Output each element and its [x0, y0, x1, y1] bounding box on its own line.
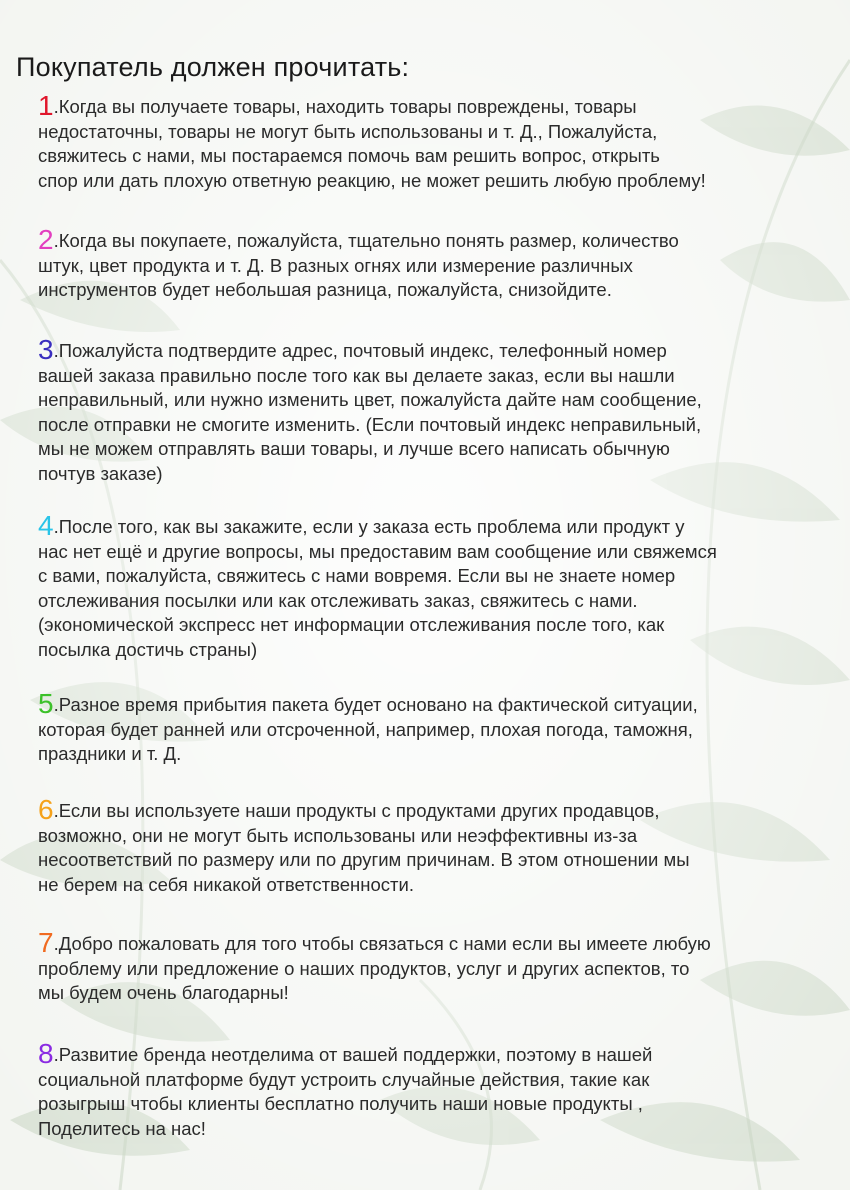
item-line: не берем на себя никакой ответственности. [38, 873, 414, 895]
item-line: посылка достичь страны) [38, 638, 258, 660]
item-number: 8 [38, 1038, 54, 1069]
item-line: после отправки не смогите изменить. (Если почтовый индекс неправильный, [38, 413, 702, 435]
item-number: 1 [38, 90, 54, 121]
item-number: 7 [38, 927, 54, 958]
item-line: спор или дать плохую ответную реакцию, не может решить любую проблему! [38, 169, 706, 191]
item-line: (экономической экспресс нет информации отслеживания после того, как [38, 614, 665, 635]
item-line: с вами, пожалуйста, свяжитесь с нами вовремя. Если вы не знаете номер [38, 565, 676, 586]
item-line: 3.Пожалуйста подтвердите адрес, почтовый индекс, телефонный номер [38, 334, 667, 365]
item-line: 8.Развитие бренда неотделима от вашей поддержки, поэтому в нашей [38, 1038, 653, 1069]
item-line: свяжитесь с нами, мы постараемся помочь вам решить вопрос, открыть [38, 145, 660, 166]
item-line: несоответствий по размеру или по другим причинам. В этом отношении мы [38, 849, 690, 870]
item-number: 5 [38, 688, 54, 719]
item-number: 2 [38, 224, 54, 255]
item-line: проблему или предложение о наших продуктов, услуг и других аспектов, то [38, 957, 690, 979]
item-line: 2.Когда вы покупаете, пожалуйста, тщательно понять размер, количество [38, 224, 679, 255]
item-line: Поделитесь на нас! [38, 1117, 206, 1139]
item-line: 7.Добро пожаловать для того чтобы связаться с нами если вы имеете любую [38, 927, 711, 958]
item-line: нас нет ещё и другие вопросы, мы предоставим вам сообщение или свяжемся [38, 540, 717, 562]
item-number: 4 [38, 510, 54, 541]
notice-item-3 [38, 334, 838, 486]
item-number: 3 [38, 334, 54, 365]
item-line: 6.Если вы используете наши продукты с продуктами других продавцов, [38, 794, 660, 825]
item-line: 4.После того, как вы закажите, если у заказа есть проблема или продукт у [38, 510, 685, 541]
item-line: которая будет ранней или отсроченной, например, плохая погода, таможня, [38, 718, 693, 740]
item-line: возможно, они не могут быть использованы или неэффективны из-за [38, 824, 638, 846]
item-line: вашей заказа правильно после того как вы делаете заказ, если вы нашли [38, 364, 675, 386]
item-line: штук, цвет продукта и т. Д. В разных огнях или измерение различных [38, 254, 633, 276]
item-line: мы не можем отправлять ваши товары, и лучше всего написать обычную [38, 438, 670, 459]
notice-item-4 [38, 510, 838, 662]
item-line: инструментов будет небольшая разница, пожалуйста, снизойдите. [38, 279, 612, 300]
page-title: Покупатель должен прочитать: [16, 52, 410, 82]
item-line: отслеживания посылки или как отслеживать заказ, свяжитесь с нами. [38, 589, 638, 611]
notice-item-1 [38, 90, 838, 193]
item-line: недостаточны, товары не могут быть использованы и т. Д., Пожалуйста, [38, 120, 658, 142]
notice-item-7 [38, 927, 838, 1006]
notice-item-2 [38, 224, 838, 303]
item-line: социальной платформе будут устроить случайные действия, такие как [38, 1068, 650, 1090]
item-line: мы будем очень благодарны! [38, 982, 289, 1003]
item-line: 1.Когда вы получаете товары, находить товары повреждены, товары [38, 90, 637, 121]
item-line: праздники и т. Д. [38, 743, 182, 764]
notice-item-8 [38, 1038, 838, 1141]
item-line: 5.Разное время прибытия пакета будет основано на фактической ситуации, [38, 688, 698, 719]
item-line: неправильный, или нужно изменить цвет, пожалуйста дайте нам сообщение, [38, 389, 702, 410]
notice-item-5 [38, 688, 838, 767]
item-line: почтув заказе) [38, 462, 163, 484]
notice-item-6 [38, 794, 838, 897]
item-number: 6 [38, 794, 54, 825]
item-line: розыгрыш чтобы клиенты бесплатно получить наши новые продукты , [38, 1093, 643, 1114]
